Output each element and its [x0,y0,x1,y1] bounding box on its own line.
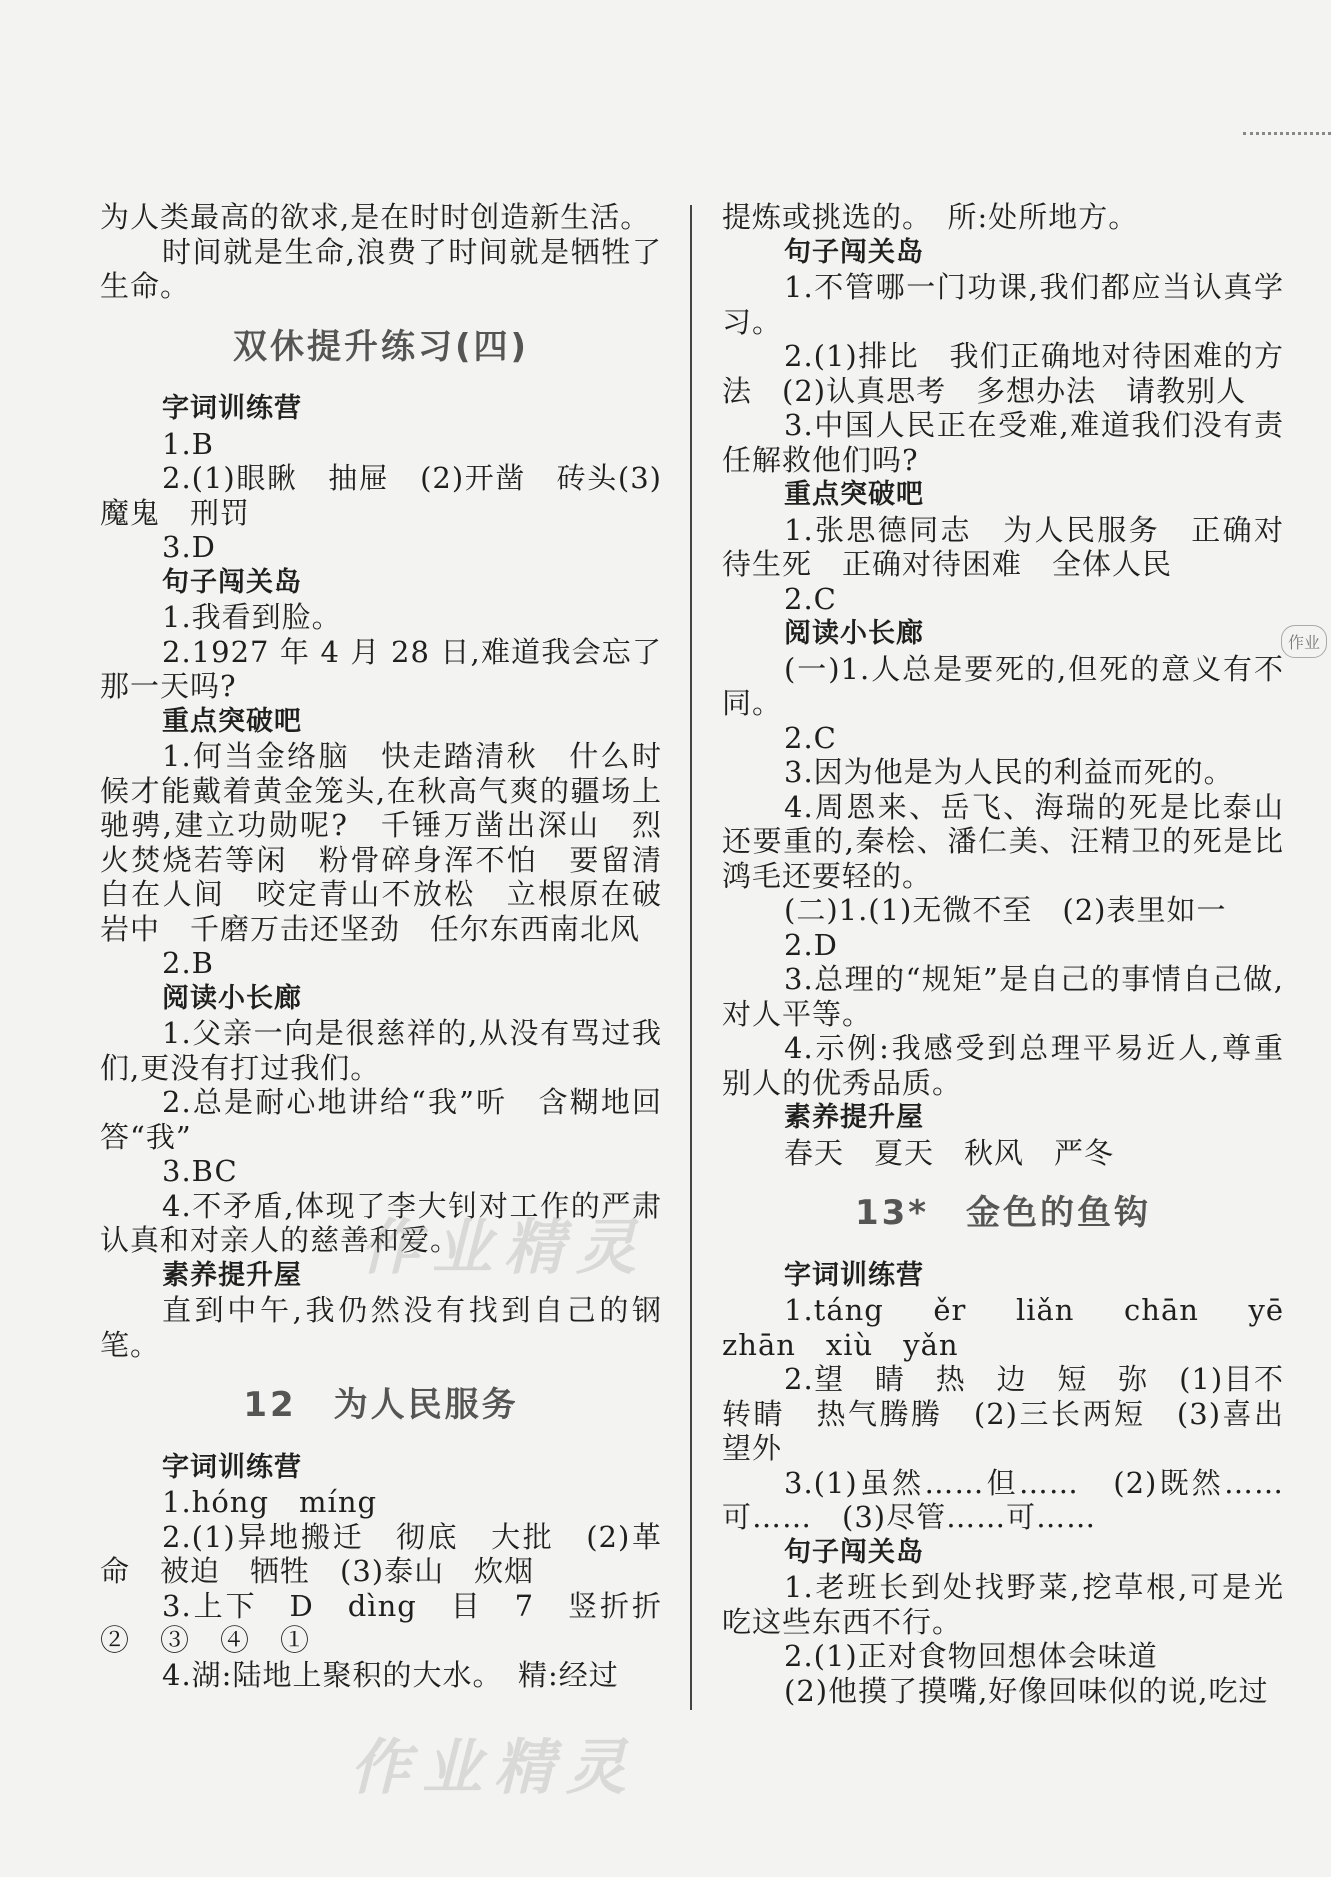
subsection-heading: 素养提升屋 [784,1102,924,1133]
subsection-heading: 素养提升屋 [162,1259,302,1291]
answer-line: 4.周恩来、岳飞、海瑞的死是比泰山还要重的,秦桧、潘仁美、汪精卫的死是比鸿毛还要轻的。 [722,789,1284,893]
column-divider [690,205,692,1710]
subsection-heading: 句子闯关岛 [162,566,302,598]
section-title: 12 为人民服务 [243,1385,519,1425]
subsection-heading: 重点突破吧 [784,479,924,510]
subsection-heading: 字词训练营 [162,1451,302,1483]
answer-line: 1.张思德同志 为人民服务 正确对待生死 正确对待困难 全体人民 [722,512,1284,581]
answer-line: 为人类最高的欲求,是在时时创造新生活。 [100,200,651,234]
watermark: 作业精灵 [350,1733,638,1803]
answer-line: 3.因为他是为人民的利益而死的。 [784,755,1234,789]
answer-line: 2.总是耐心地讲给“我”听 含糊地回答“我” [100,1085,662,1154]
answer-line: 3.(1)虽然……但…… (2)既然……可…… (3)尽管……可…… [722,1465,1284,1534]
subsection-heading: 阅读小长廊 [162,982,302,1014]
answer-line: 2.(1)异地搬迁 彻底 大批 (2)革命 被迫 牺牲 (3)泰山 炊烟 [100,1519,662,1588]
answer-line: 2.(1)眼瞅 抽屉 (2)开凿 砖头(3)魔鬼 刑罚 [100,461,662,530]
subsection-heading: 字词训练营 [162,393,302,424]
answer-line: 直到中午,我仍然没有找到自己的钢笔。 [100,1293,662,1362]
dotted-rule [1243,132,1331,135]
answer-line: 3.上下 D dìng 目 7 竖折折② ③ ④ ① [100,1588,662,1657]
answer-line: 2.(1)排比 我们正确地对待困难的方法 (2)认真思考 多想办法 请教别人 [722,339,1284,408]
answer-line: 时间就是生命,浪费了时间就是牺牲了生命。 [100,234,662,303]
subsection-heading: 重点突破吧 [162,705,302,737]
answer-line: 4.不矛盾,体现了李大钊对工作的严肃认真和对亲人的慈善和爱。 [100,1188,662,1257]
subsection-heading: 阅读小长廊 [784,618,924,649]
answer-line: 2.望 睛 热 边 短 弥 (1)目不转睛 热气腾腾 (2)三长两短 (3)喜出望外 [722,1362,1284,1465]
answer-line: 提炼或挑选的。 所:处所地方。 [722,200,1139,234]
answer-line: 春天 夏天 秋风 严冬 [784,1135,1115,1170]
subsection-heading: 句子闯关岛 [784,1536,924,1568]
answer-line: (一)1.人总是要死的,但死的意义有不同。 [722,651,1284,720]
section-title: 13* 金色的鱼钩 [854,1193,1152,1233]
answer-line: 2.C [784,581,837,616]
answer-line: 3.BC [162,1154,238,1188]
answer-line: 3.总理的“规矩”是自己的事情自己做,对人平等。 [722,962,1284,1031]
answer-line: 2.1927 年 4 月 28 日,难道我会忘了那一天吗? [100,634,662,703]
answer-line: 1.何当金络脑 快走踏清秋 什么时候才能戴着黄金笼头,在秋高气爽的疆场上驰骋,建立功勋呢? 千锤万凿出深山 烈火焚烧若等闲 粉骨碎身浑不怕 要留清白在人间 咬定青山不放松 立根原在破岩中 千磨万击还坚劲 任尔东西南北风 [100,739,662,946]
answer-line: 2.B [162,946,214,980]
answer-line: 4.湖:陆地上聚积的大水。 精:经过 [162,1657,619,1692]
answer-line: 1.不管哪一门功课,我们都应当认真学习。 [722,270,1284,339]
answer-line: (二)1.(1)无微不至 (2)表里如一 [784,893,1227,927]
left-column [100,200,662,1692]
answer-line: 3.D [162,530,216,564]
watermark: 作业精灵 [360,1213,648,1283]
answer-line: 1.我看到脸。 [162,600,342,634]
subsection-heading: 句子闯关岛 [784,236,924,268]
subsection-heading: 字词训练营 [784,1259,924,1291]
section-title: 双休提升练习(四) [232,326,530,367]
answer-line: 2.D [784,927,838,962]
answer-line: 1.老班长到处找野菜,挖草根,可是光吃这些东西不行。 [722,1570,1284,1639]
side-stamp: 作业 [1281,625,1327,658]
answer-line: 1.父亲一向是很慈祥的,从没有骂过我们,更没有打过我们。 [100,1016,662,1085]
answer-line: (2)他摸了摸嘴,好像回味似的说,吃过 [784,1673,1269,1708]
answer-line: 4.示例:我感受到总理平易近人,尊重别人的优秀品质。 [722,1031,1284,1100]
answer-line: 3.中国人民正在受难,难道我们没有责任解救他们吗? [722,408,1284,477]
answer-line: 1.hóng míng [162,1485,378,1519]
answer-line: 1.táng ěr liǎn chān yē zhān xiù yǎn [722,1293,1315,1362]
answer-line: 1.B [162,426,214,461]
answer-line: 2.C [784,720,837,755]
answer-line: 2.(1)正对食物回想体会味道 [784,1639,1158,1673]
